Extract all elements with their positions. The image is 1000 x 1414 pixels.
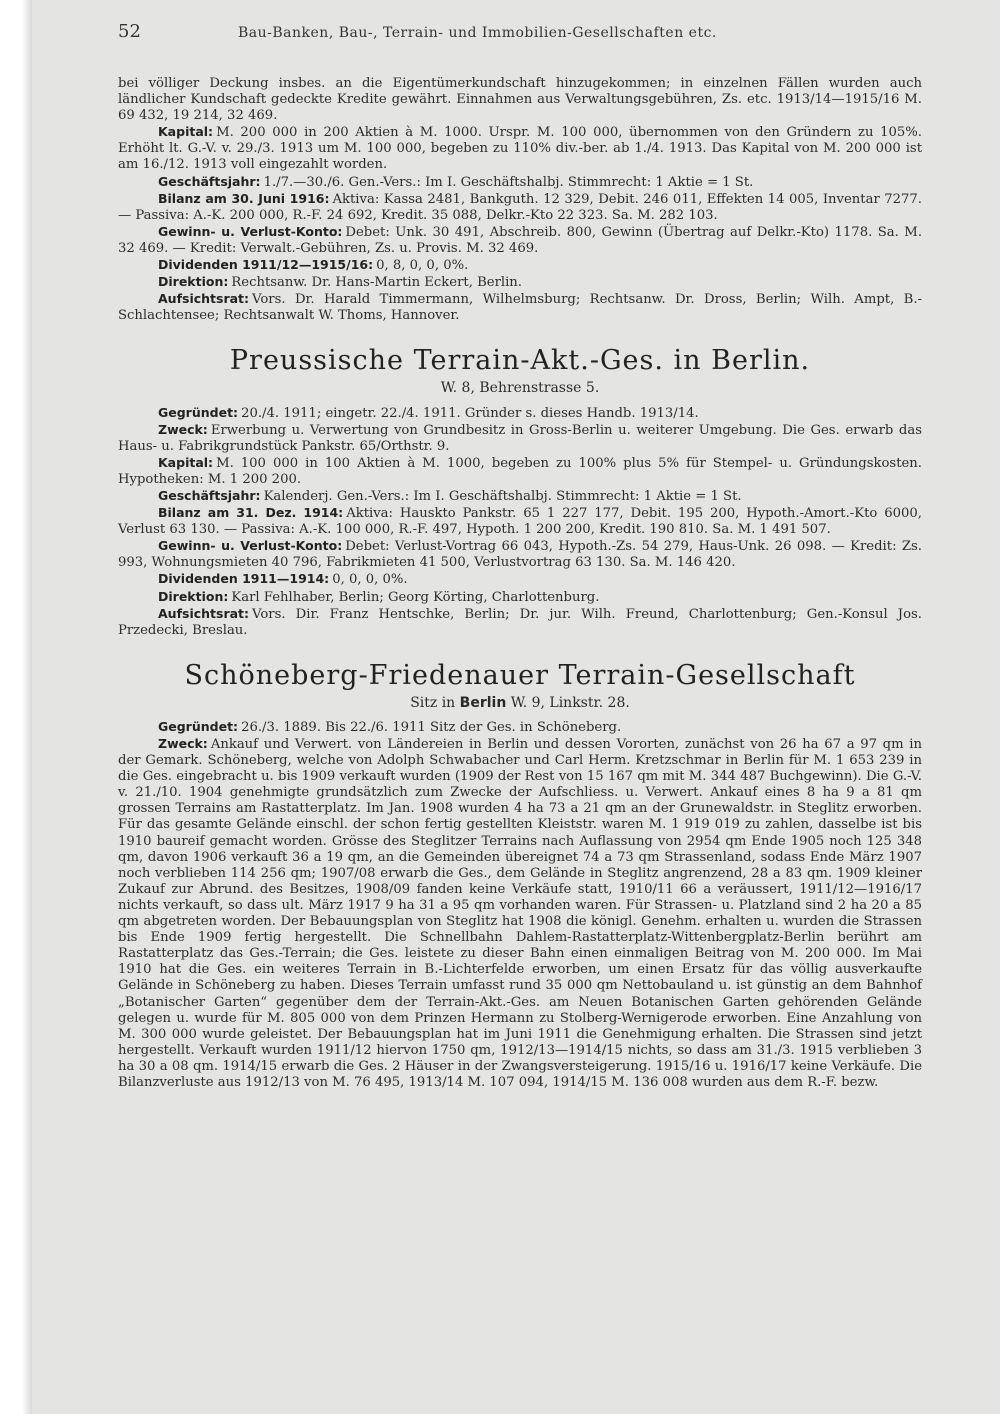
field-zweck [118, 422, 922, 455]
field-text: Kalenderj. Gen.-Vers.: Im I. Geschäftshalbj. Stimmrecht: 1 Aktie = 1 St. [263, 488, 742, 504]
field-label: Dividenden 1911/12—1915/16: [158, 257, 374, 273]
field-label: Gegründet: [158, 404, 239, 420]
field-gegruendet [118, 405, 922, 422]
field-label: Bilanz am 31. Dez. 1914: [158, 505, 344, 521]
field-label: Zweck: [158, 421, 208, 437]
page-content [118, 21, 923, 1091]
field-text: 20./4. 1911; eingetr. 22./4. 1911. Gründer s. dieses Handb. 1913/14. [241, 405, 699, 421]
prev-company-fields [118, 124, 922, 324]
field-geschaeftsjahr [118, 488, 922, 505]
field-text: Ankauf und Verwert. von Ländereien in Berlin und dessen Vororten, zunächst von 26 ha 67 a 97 qm in der Gemark. Schöneberg, welche von Adolph Schwabacher und Carl Herm. Kretzschmar in Berlin für M. 1 653 239 in die Ges. eingebracht u. bis 1909 verkauft wurden (1909 der Rest von 15 167 qm mit M. 344 487 Buchgewinn). Die G.-V. v. 21./10. 1904 genehmigte grundsätzlich zum Zwecke der Aufschliess. u. Verwert. Ankauf eines 8 ha 9 a 81 qm grossen Terrains am Rastatterplatz. Im Jan. 1908 wurden 4 ha 73 a 21 qm an der Grunewaldstr. in Steglitz erworben. Für das gesamte Gelände einschl. der schon fertig gestellten Kleiststr. waren M. 1 919 019 zu zahlen, dasselbe ist bis 1910 baureif gemacht worden. Grösse des Steglitzer Terrains nach Auflassung von 2954 qm Ende 1905 noch 125 348 qm, davon 1906 verkauft 36 a 19 qm, an die Gemeinden übereignet 74 a 73 qm Strassenland, sodass Ende März 1907 noch verblieben 114 256 qm; 1907/08 erwarb die Ges., dem Gelände in Steglitz angrenzend, 28 a 83 qm. 1909 kleiner Zukauf zur Abrund. des Besitzes, 1908/09 fanden keine Verkäufe statt, 1910/11 66 a veräussert, 1911/12—1916/17 nichts verkauft, so dass ult. März 1917 9 ha 31 a 95 qm vorhanden waren. Für Strassen- u. Platzland sind 2 ha 20 a 85 qm abgetreten worden. Der Bebauungsplan von Steglitz hat 1908 die königl. Genehm. erhalten u. wurden die Strassen bis Ende 1909 fertig hergestellt. Die Schnellbahn Dahlem-Rastatterplatz-Wittenbergplatz-Berlin berührt am Rastatterplatz das Ges.-Terrain; die Ges. leistete zu dieser Bahn einen einmaligen Beitrag von M. 200 000. Im Mai 1910 hat die Ges. ein weiteres Terrain in B.-Lichterfelde erworben, um einen Ersatz für das völlig ausverkaufte Gelände in Schöneberg zu haben. Dieses Terrain umfasst rund 35 000 qm Nettobauland u. ist günstig an dem Bahnhof „Botanischer Garten“ gegenüber dem der Terrain-Akt.-Ges. am Neuen Botanischen Garten gehörenden Gelände gelegen u. wurde für M. 805 000 von dem Prinzen Hermann zu Stolberg-Wernigerode erworben. Eine Anzahlung von M. 300 000 wurde geleistet. Der Bebauungsplan hat im Juni 1911 die Genehmigung erhalten. Die Strassen sind jetzt hergestellt. Verkauft wurden 1911/12 hiervon 1750 qm, 1912/13—1914/15 nichts, so dass am 31./3. 1915 verblieben 3 ha 30 a 08 qm. 1914/15 erwarb die Ges. 2 Häuser in der Zwangsversteigerung. 1915/16 u. 1916/17 keine Verkäufe. Die Bilanzverluste aus 1912/13 von M. 76 495, 1913/14 M. 107 094, 1914/15 M. 136 008 wurden aus dem R.-F. bezw. [118, 737, 922, 1090]
field-kapital [118, 455, 922, 488]
field-bilanz [118, 505, 922, 538]
field-label: Aufsichtsrat: [158, 291, 250, 307]
field-text: Karl Fehlhaber, Berlin; Georg Körting, Charlottenburg. [231, 589, 600, 605]
field-text: 0, 8, 0, 0, 0%. [376, 258, 469, 274]
company-title-preussische: Preussische Terrain-Akt.-Ges. in Berlin. [229, 345, 811, 377]
field-dividenden [118, 571, 922, 588]
field-label: Direktion: [158, 274, 229, 290]
field-text: 0, 0, 0, 0%. [332, 572, 408, 588]
company-address-preussische: W. 8, Behrenstrasse 5. [440, 380, 600, 397]
field-text: Erwerbung u. Verwertung von Grundbesitz in Gross-Berlin u. weiterer Umgebung. Die Ges. erwarb das Haus- u. Fabrikgrundstück Pankstr. 65/Orthstr. 9. [118, 422, 922, 454]
running-title: Bau-Banken, Bau-, Terrain- und Immobilien-Gesellschaften etc. [238, 25, 717, 41]
field-label: Aufsichtsrat: [158, 605, 250, 621]
field-label: Gegründet: [158, 718, 239, 734]
field-aufsichtsrat [118, 606, 922, 639]
field-kapital [118, 124, 922, 173]
field-text: Aktiva: Hauskto Pankstr. 65 1 227 177, Debit. 195 200, Hypoth.-Amort.-Kto 6000, Verlust 63 130. — Passiva: A.-K. 100 000, R.-F. 497, Hypoth. 1 200 200, Kredit. 190 810. Sa. M. 1 491 507. [118, 506, 922, 538]
seat-prefix: Sitz in [410, 694, 456, 711]
field-label: Kapital: [158, 454, 214, 470]
company-2-fields [118, 405, 922, 639]
field-label: Kapital: [158, 124, 214, 140]
field-text: 26./3. 1889. Bis 22./6. 1911 Sitz der Ges. in Schöneberg. [241, 719, 622, 735]
field-label: Direktion: [158, 588, 229, 604]
company-seat-schoeneberg [118, 695, 922, 711]
field-gewinn-verlust [118, 538, 922, 571]
field-text: Debet: Verlust-Vortrag 66 043, Hypoth.-Zs. 54 279, Haus-Unk. 26 098. — Kredit: Zs. 993, Wohnungsmieten 40 796, Fabrikmieten 41 500, Verlustvortrag 63 130. Sa. M. 146 420. [118, 539, 922, 571]
field-direktion [118, 274, 922, 291]
field-text: Debet: Unk. 30 491, Abschreib. 800, Gewinn (Übertrag auf Delkr.-Kto) 1178. Sa. M. 32 469. — Kredit: Verwalt.-Gebühren, Zs. u. Provis. M. 32 469. [118, 224, 923, 256]
field-text: M. 200 000 in 200 Aktien à M. 1000. Urspr. M. 100 000, übernommen von den Gründern zu 105%. Erhöht lt. G.-V. v. 29./3. 1913 um M. 100 000, begeben zu 110% div.-ber. ab 1./4. 1913. Das Kapital von M. 200 000 ist am 16./12. 1913 voll eingezahlt worden. [118, 125, 922, 173]
field-text: M. 100 000 in 100 Aktien à M. 1000, begeben zu 100% plus 5% für Stempel- u. Gründungskosten. Hypotheken: M. 1 200 200. [118, 455, 922, 487]
field-aufsichtsrat [118, 291, 922, 324]
field-bilanz [118, 191, 922, 224]
field-text: Rechtsanw. Dr. Hans-Martin Eckert, Berlin. [231, 275, 522, 291]
field-geschaeftsjahr [118, 174, 922, 191]
seat-address: W. 9, Linkstr. 28. [510, 694, 630, 711]
field-gegruendet [118, 719, 922, 736]
field-text: Vors. Dr. Harald Timmermann, Wilhelmsburg; Rechtsanw. Dr. Dross, Berlin; Wilh. Ampt, B.-Schlachtensee; Rechtsanwalt W. Thoms, Hannover. [118, 292, 922, 324]
field-label: Geschäftsjahr: [158, 173, 261, 189]
field-dividenden [118, 257, 922, 274]
company-3-fields [118, 719, 922, 1091]
seat-place: Berlin [459, 694, 507, 711]
field-direktion [118, 589, 922, 606]
field-label: Gewinn- u. Verlust-Konto: [158, 223, 343, 239]
running-head [118, 21, 922, 54]
field-zweck [118, 736, 922, 1091]
continuation-text: bei völliger Deckung insbes. an die Eigentümerkundschaft hinzugekommen; in einzelnen Fällen wurden auch ländlicher Kundschaft gedeckte Kredite gewährt. Einnahmen aus Verwaltungsgebühren, Zs. etc. 1913/14—1915/16 M. 69 432, 19 214, 32 469. [118, 76, 922, 124]
field-label: Geschäftsjahr: [158, 487, 261, 503]
field-label: Zweck: [158, 736, 208, 751]
field-label: Gewinn- u. Verlust-Konto: [158, 538, 343, 554]
field-text: Vors. Dir. Franz Hentschke, Berlin; Dr. jur. Wilh. Freund, Charlottenburg; Gen.-Konsul Jos. Przedecki, Breslau. [118, 606, 922, 638]
field-text: 1./7.—30./6. Gen.-Vers.: Im I. Geschäftshalbj. Stimmrecht: 1 Aktie = 1 St. [263, 174, 754, 190]
field-label: Dividenden 1911—1914: [158, 571, 330, 587]
field-text: Aktiva: Kassa 2481, Bankguth. 12 329, Debit. 246 011, Effekten 14 005, Inventar 7277. — Passiva: A.-K. 200 000, R.-F. 24 692, Kredit. 35 088, Delkr.-Kto 22 323. Sa. M. 282 103. [118, 191, 922, 223]
page-number: 52 [118, 21, 141, 42]
company-title-schoeneberg: Schöneberg-Friedenauer Terrain-Gesellschaft [184, 659, 856, 691]
field-gewinn-verlust [118, 224, 922, 257]
field-label: Bilanz am 30. Juni 1916: [158, 190, 330, 206]
